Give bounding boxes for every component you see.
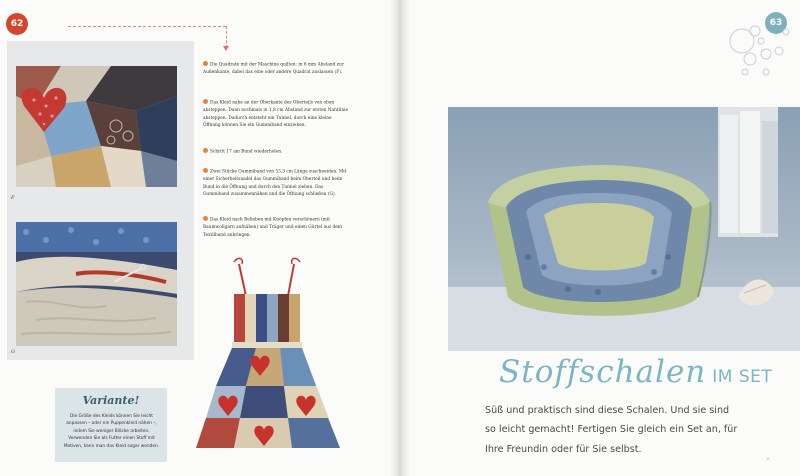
instruction-step [203,148,350,156]
instruction-text: Die Quadrate mit der Maschine quilten: in 6 mm Abstand zur Außenkante, dabei das eine oder andere Quadrat auslassen (F). [203,62,344,76]
photo-quilted-squares [16,66,177,187]
intro-paragraph [485,401,785,459]
instruction-text: Schritt 17 am Bund wiederholen. [210,149,283,155]
figure-label-g: G [11,349,15,355]
instruction-step [203,61,350,77]
page-number-left: 62 [6,13,28,35]
step-bullet-icon [203,148,208,153]
instruction-text: Zwei Stücke Gummiband von 53,3 cm Länge zuschneiden. Mit einer Sicherheitsnadel das Gummiband beim Oberteil und beim Bund in die Öffnung und durch den Tunnel ziehen. Das Gummiband zusammennähen und die Öffnung schließen (G). [203,169,347,198]
variant-text: Die Größe des Kleids können Sie leicht anpassen – oder ein Puppenkleid nähen –, indem Sie weniger Blöcke arbeiten. Verwenden Sie als Futter einen Stoff mit Motiven, kann man das Kleid sogar wenden. [63,414,160,449]
figure-label-f: F [11,195,15,201]
instruction-text: Das Kleid nach Belieben mit Knöpfen verschönern (mit Baumwollgarn aufnähen) und Träger und einen Gürtel aus dem Textilband anbringen. [203,217,342,238]
dashed-guide-line-vertical [226,26,227,48]
headline-caps: IM SET [712,367,773,387]
intro-line: Süß und praktisch sind diese Schalen. Und sie sind [485,405,730,416]
variant-info-box [55,388,167,462]
instruction-text: Das Kleid nahe an der Oberkante des Oberteils von oben absteppen. Dann nochmals in 1,8 cm Abstand zur ersten Nahtlinie absteppen. Dadurch entsteht ein Tunnel, durch eine kleine Öffnung können Sie ein Gummiband einziehen. [203,100,349,129]
arrow-down-icon [223,46,229,51]
photo-elastic-tunnel [16,222,177,346]
headline-script: Stoffschalen [499,354,707,390]
instruction-step [203,99,350,130]
intro-line: so leicht gemacht! Fertigen Sie gleich ein Set an, für [485,424,738,436]
step-bullet-icon [203,61,208,66]
variant-title: Variante! [82,394,140,407]
step-bullet-icon [203,168,208,173]
step-bullet-icon [203,216,208,221]
instruction-step [203,216,350,239]
step-bullet-icon [203,99,208,104]
page-number-right: 63 [765,12,787,34]
decorative-circles [726,20,800,86]
patchwork-dress-image [194,256,343,452]
fabric-bowls-photo [448,107,800,351]
book-gutter [391,0,409,476]
instruction-step [203,168,350,199]
intro-line: Ihre Freundin oder für Sie selbst. [485,443,642,455]
dashed-guide-line [68,26,226,27]
corner-mark: ▾ [767,456,770,461]
section-headline [499,354,799,390]
